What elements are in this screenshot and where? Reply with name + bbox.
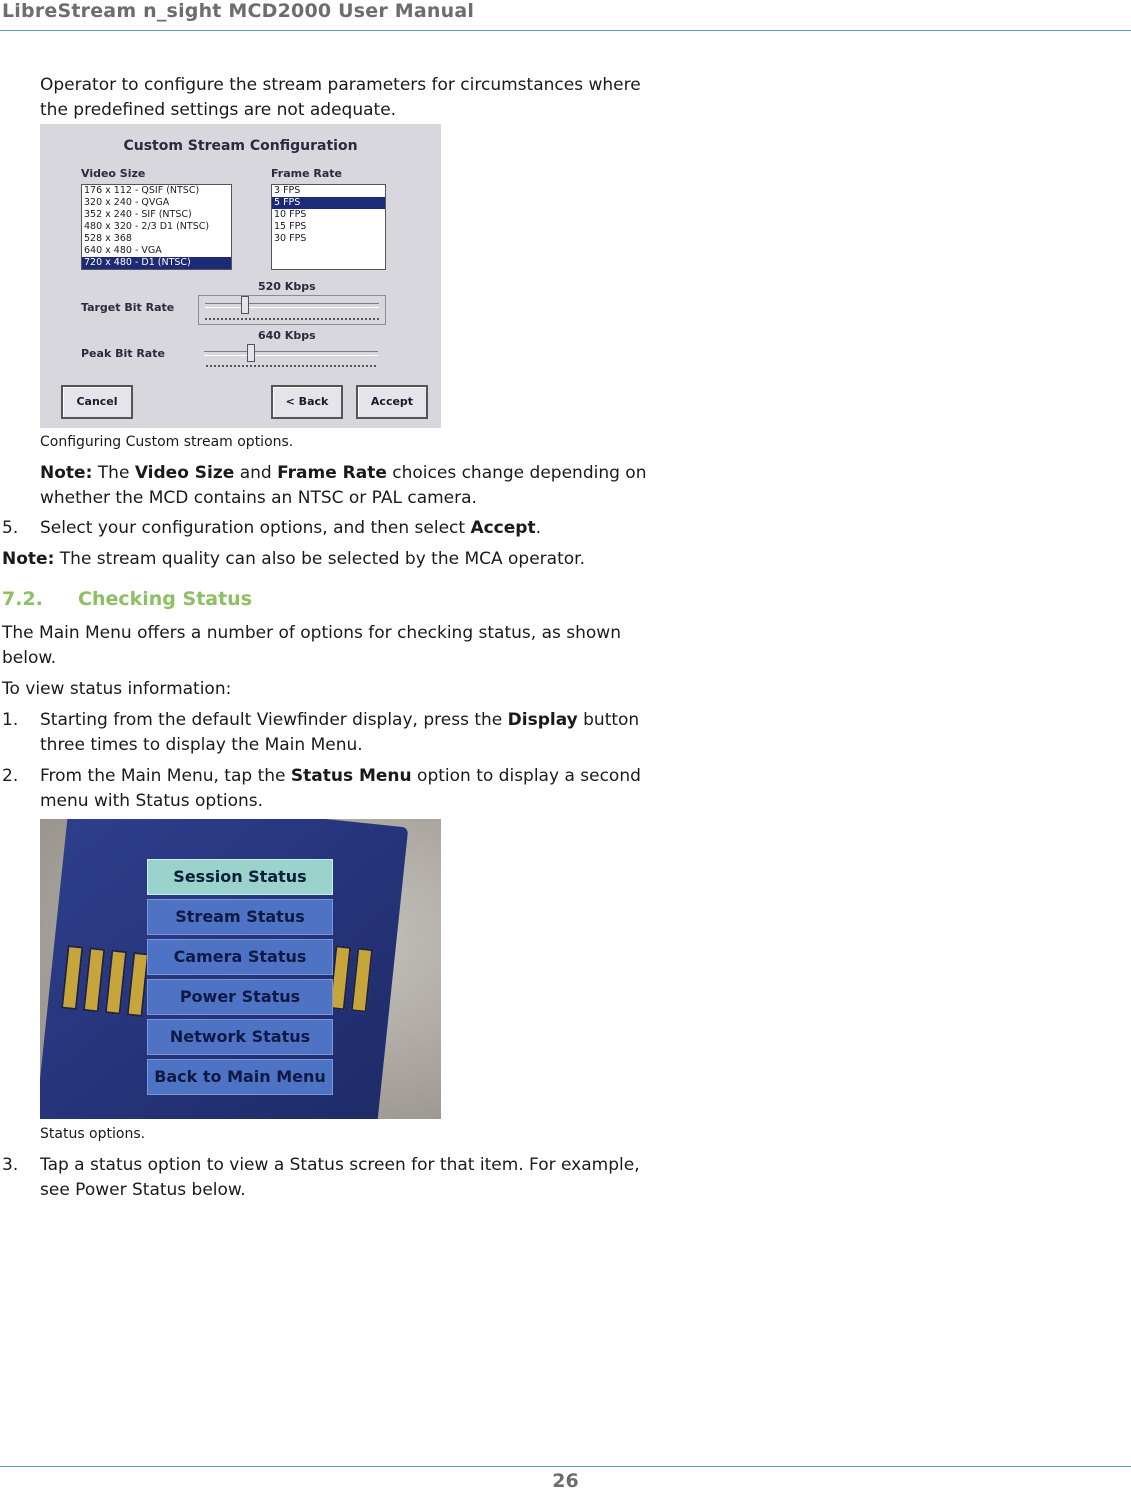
intro-line-1: Operator to configure the stream parameters for circumstances where	[40, 75, 641, 95]
video-size-option[interactable]: 640 x 480 - VGA	[84, 245, 162, 256]
figure-caption-2: Status options.	[40, 1126, 146, 1142]
step-number: 3.	[2, 1155, 19, 1175]
frame-rate-option[interactable]: 30 FPS	[274, 233, 307, 244]
screen-title: Custom Stream Configuration	[123, 138, 358, 154]
status-menu-item[interactable]: Stream Status	[147, 899, 333, 935]
custom-stream-screenshot	[40, 124, 441, 428]
page-number: 26	[552, 1470, 579, 1492]
note-label: Note:	[40, 463, 93, 483]
intro-line-2: the predefined settings are not adequate.	[40, 100, 397, 120]
manual-title: LibreStream n_sight MCD2000 User Manual	[2, 0, 475, 22]
section-number: 7.2.	[2, 588, 43, 610]
accept-button[interactable]: Accept	[356, 385, 428, 419]
video-size-label: Video Size	[81, 167, 146, 180]
step-3-text: Tap a status option to view a Status screen for that item. For example, see Power Status below.	[40, 1155, 640, 1200]
frame-rate-option[interactable]: 15 FPS	[274, 221, 307, 232]
status-menu-item[interactable]: Power Status	[147, 979, 333, 1015]
video-size-option[interactable]: 176 x 112 - QSIF (NTSC)	[84, 185, 200, 196]
status-menu-item[interactable]: Network Status	[147, 1019, 333, 1055]
target-bit-rate-slider[interactable]	[198, 295, 386, 325]
target-bit-rate-label: Target Bit Rate	[81, 301, 175, 314]
figure-caption-1: Configuring Custom stream options.	[40, 434, 294, 450]
step-number: 5.	[2, 518, 19, 538]
video-size-option[interactable]: 320 x 240 - QVGA	[84, 197, 170, 208]
frame-rate-label: Frame Rate	[271, 167, 343, 180]
status-menu-item[interactable]: Camera Status	[147, 939, 333, 975]
target-bit-rate-value: 520 Kbps	[258, 280, 316, 293]
page-footer-rule	[0, 1466, 1131, 1467]
step-number: 2.	[2, 766, 19, 786]
section-title: Checking Status	[78, 588, 253, 610]
status-menu-photo	[40, 819, 441, 1119]
back-button[interactable]: < Back	[271, 385, 343, 419]
step-5-text: Select your configuration options, and then select Accept.	[40, 518, 541, 538]
peak-bit-rate-slider[interactable]	[202, 344, 380, 370]
note-stream-quality: Note: The stream quality can also be selected by the MCA operator.	[2, 549, 585, 569]
note-video-size: Note: The Video Size and Frame Rate choices change depending on whether the MCD contains an NTSC or PAL camera.	[40, 463, 647, 508]
step-2-text: From the Main Menu, tap the Status Menu option to display a second menu with Status options.	[40, 766, 641, 811]
target-slider-thumb[interactable]	[241, 296, 249, 314]
video-size-option[interactable]: 720 x 480 - D1 (NTSC)	[82, 257, 231, 269]
frame-rate-list[interactable]	[271, 184, 386, 270]
step-number: 1.	[2, 710, 19, 730]
intro-paragraph	[40, 73, 720, 123]
card-contacts-right	[329, 945, 373, 1013]
frame-rate-option[interactable]: 10 FPS	[274, 209, 307, 220]
step-1-text: Starting from the default Viewfinder display, press the Display button three times to display the Main Menu.	[40, 710, 640, 755]
frame-rate-option[interactable]: 3 FPS	[274, 185, 301, 196]
page-header	[0, 0, 1131, 31]
paragraph-view-status: To view status information:	[2, 679, 232, 699]
video-size-option[interactable]: 528 x 368	[84, 233, 132, 244]
cancel-button[interactable]: Cancel	[61, 385, 133, 419]
status-menu	[147, 859, 333, 1099]
status-menu-item[interactable]: Back to Main Menu	[147, 1059, 333, 1095]
video-size-option[interactable]: 480 x 320 - 2/3 D1 (NTSC)	[84, 221, 210, 232]
peak-bit-rate-label: Peak Bit Rate	[81, 347, 165, 360]
card-contacts	[61, 945, 149, 1017]
section-heading	[2, 588, 252, 610]
status-menu-item[interactable]: Session Status	[147, 859, 333, 895]
paragraph-main-menu: The Main Menu offers a number of options for checking status, as shown below.	[2, 623, 621, 668]
video-size-option[interactable]: 352 x 240 - SIF (NTSC)	[84, 209, 192, 220]
peak-bit-rate-value: 640 Kbps	[258, 329, 316, 342]
frame-rate-option[interactable]: 5 FPS	[272, 197, 385, 209]
video-size-list[interactable]	[81, 184, 232, 270]
peak-slider-thumb[interactable]	[247, 344, 255, 362]
